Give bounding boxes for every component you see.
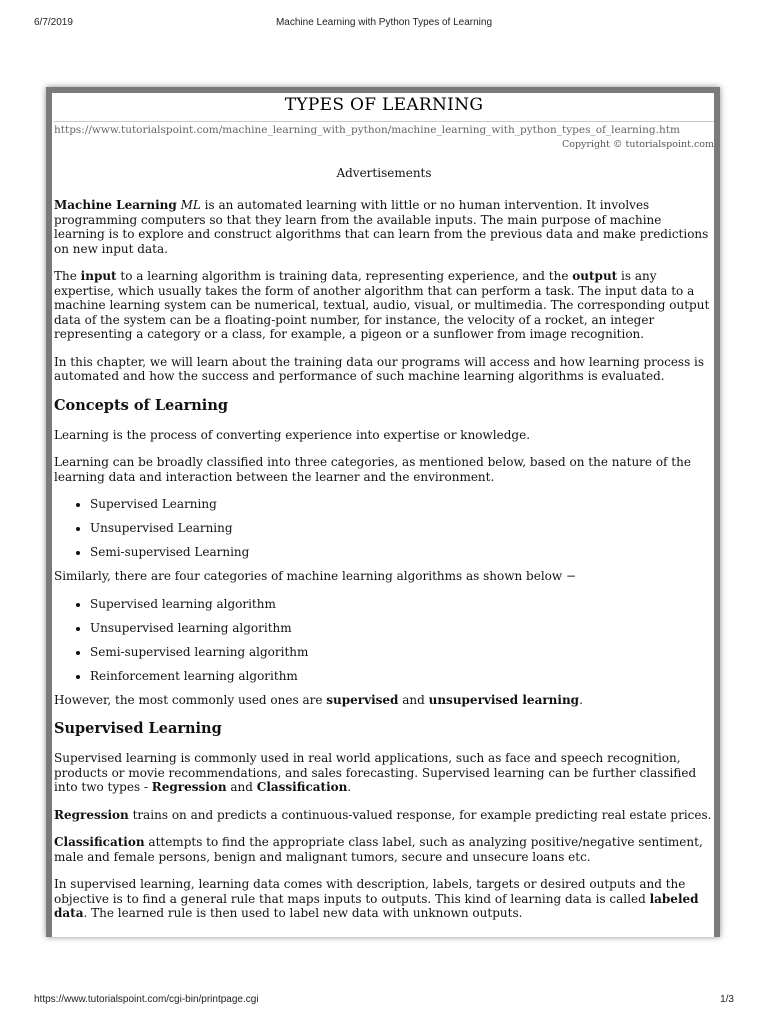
term-labeled-data: labeled data	[54, 891, 699, 920]
intro-p1-text: is an automated learning with little or no human intervention. It involves programming computers so that they learn from the available inputs. The main purpose of machine learning is to explore and construct algorithms that can learn from the previous data and make predictions on new input data.	[54, 198, 709, 256]
print-page-number: 1/3	[720, 994, 734, 1005]
supervised-p4-pre: In supervised learning, learning data comes with description, labels, targets or desired outputs and the objective is to find a general rule that maps inputs to outputs. This kind of learning data is called	[54, 877, 686, 906]
copyright-notice: Copyright © tutorialspoint.com	[561, 139, 714, 150]
term-classification: Classification	[256, 780, 348, 794]
page-title: TYPES OF LEARNING	[284, 95, 484, 115]
regression-term: Regression	[54, 807, 129, 822]
term-input: input	[80, 269, 117, 283]
term-ml-abbr: ML	[180, 198, 201, 212]
supervised-paragraph-4	[54, 877, 714, 921]
section-heading-supervised: Supervised Learning	[54, 720, 222, 737]
regression-paragraph	[54, 808, 714, 823]
intro-p2-post: is any expertise, which usually takes the form of another algorithm that can perform a task. The input data to a machine learning system can be numerical, textual, audio, visual, or multimedia. The corresponding output data of the system can be a floating-point number, for instance, the velocity of a rocket, an integer representing a category or a class, for example, a pigeon or a sunflower from image recognition.	[54, 269, 710, 341]
print-footer	[34, 994, 734, 1008]
concepts-paragraph-3: Similarly, there are four categories of machine learning algorithms as shown below −	[54, 569, 577, 583]
concepts-paragraph-4	[54, 693, 714, 708]
list-item: • Reinforcement learning algorithm	[90, 669, 714, 683]
learning-categories-list	[54, 497, 714, 559]
term-regression: Regression	[151, 780, 227, 794]
print-date: 6/7/2019	[34, 17, 73, 28]
term-supervised: supervised	[326, 692, 399, 707]
supervised-p1-mid: and	[226, 780, 257, 794]
classification-text: attempts to find the appropriate class label, such as analyzing positive/negative sentiment, male and female persons, benign and malignant tumors, secure and unsecure loans etc.	[54, 835, 703, 864]
advertisements-label: Advertisements	[336, 166, 432, 180]
term-machine-learning: Machine Learning	[54, 198, 177, 212]
list-item: • Supervised Learning	[90, 497, 714, 511]
list-item: • Unsupervised Learning	[90, 521, 714, 535]
intro-paragraph-1	[54, 198, 714, 256]
supervised-paragraph-1	[54, 751, 714, 795]
intro-p2-mid: to a learning algorithm is training data, representing experience, and the	[116, 269, 573, 283]
term-output: output	[572, 269, 618, 283]
regression-text: trains on and predicts a continuous-valued response, for example predicting real estate prices.	[128, 807, 712, 822]
article-frame	[46, 87, 720, 937]
algorithm-categories-list	[54, 597, 714, 683]
concepts-p4-mid: and	[398, 692, 429, 707]
term-unsupervised-learning: unsupervised learning	[428, 692, 580, 707]
supervised-p1-pre: Supervised learning is commonly used in real world applications, such as face and speech recognition, products or movie recommendations, and sales forecasting. Supervised learning can be further classified into two types -	[54, 751, 697, 794]
source-url[interactable]: https://www.tutorialspoint.com/machine_learning_with_python/machine_learning_with_python_types_of_learning.htm	[54, 124, 680, 136]
print-page-url: https://www.tutorialspoint.com/cgi-bin/printpage.cgi	[34, 994, 259, 1005]
intro-paragraph-2	[54, 269, 714, 342]
concepts-paragraph-1: Learning is the process of converting experience into expertise or knowledge.	[54, 427, 531, 442]
list-item: • Unsupervised learning algorithm	[90, 621, 714, 635]
supervised-p1-post: .	[347, 780, 352, 794]
section-heading-concepts: Concepts of Learning	[54, 396, 228, 414]
title-divider	[54, 121, 714, 122]
supervised-p4-post: . The learned rule is then used to label new data with unknown outputs.	[83, 906, 523, 920]
article-content	[54, 93, 714, 934]
concepts-paragraph-2: Learning can be broadly classified into three categories, as mentioned below, based on the nature of the learning data and interaction between the learner and the environment.	[54, 455, 691, 484]
classification-paragraph	[54, 835, 714, 864]
classification-term: Classification	[54, 835, 145, 849]
list-item: • Semi-supervised Learning	[90, 545, 714, 559]
print-header	[34, 17, 734, 31]
concepts-p4-pre: However, the most commonly used ones are	[54, 692, 327, 707]
print-doc-title: Machine Learning with Python Types of Learning	[275, 17, 493, 28]
list-item: • Supervised learning algorithm	[90, 597, 714, 611]
concepts-p4-post: .	[579, 692, 583, 707]
list-item: • Semi-supervised learning algorithm	[90, 645, 714, 659]
intro-p2-pre: The	[54, 269, 81, 283]
intro-paragraph-3: In this chapter, we will learn about the training data our programs will access and how learning process is automated and how the success and performance of such machine learning algorithms is evaluated.	[54, 354, 705, 383]
